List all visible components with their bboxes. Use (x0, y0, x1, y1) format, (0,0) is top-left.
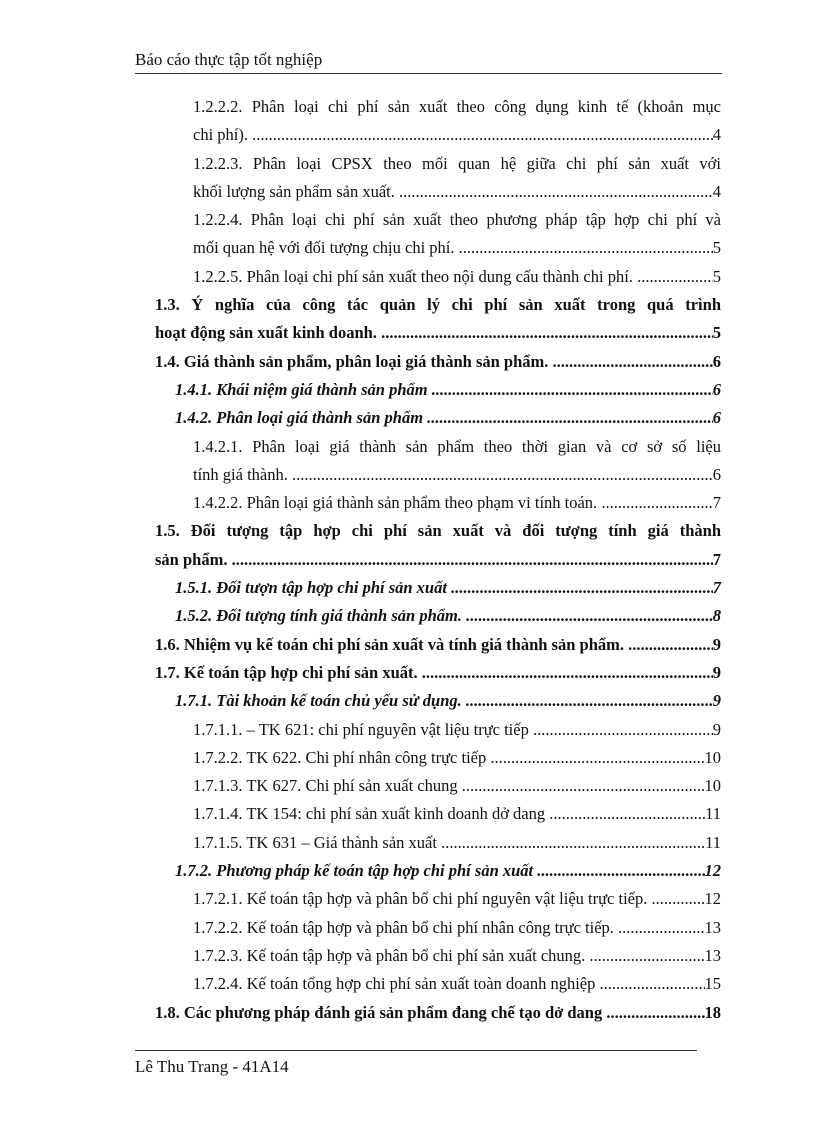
toc-entry-text: 1.7.2.2. Kế toán tập hợp và phân bổ chi phí nhân công trực tiếp. ..... (193, 914, 705, 942)
toc-page-number: 4 (712, 181, 721, 201)
toc-entry[interactable] (155, 829, 721, 857)
toc-entry-text: 1.7.2.2. TK 622. Chi phí nhân công trực tiếp ..... (193, 744, 705, 772)
table-of-contents (155, 93, 721, 1027)
toc-entry[interactable] (155, 602, 721, 630)
toc-page-number: 9 (712, 691, 721, 711)
toc-page-number: 18 (704, 1002, 721, 1022)
toc-page-number: 12 (704, 889, 721, 909)
toc-entry-text: 1.2.2.5. Phân loại chi phí sản xuất theo nội dung cấu thành chi phí. ..... (193, 263, 713, 291)
toc-entry[interactable] (155, 263, 721, 291)
toc-entry-text: 1.4.1. Khái niệm giá thành sản phẩm ..... (175, 376, 713, 404)
toc-page-number: 6 (712, 464, 721, 484)
toc-page-number: 5 (712, 266, 721, 286)
toc-page-number: 7 (712, 549, 721, 569)
running-footer: Lê Thu Trang - 41A14 (135, 1057, 289, 1076)
toc-page-number: 11 (705, 804, 721, 824)
toc-page-number: 8 (712, 606, 721, 626)
toc-entry[interactable] (155, 517, 721, 574)
toc-page-number: 6 (712, 351, 721, 371)
toc-entry-text: 1.2.2.4. Phân loại chi phí sản xuất theo phương pháp tập hợp chi phí và (193, 210, 721, 230)
toc-entry-text: 1.8. Các phương pháp đánh giá sản phẩm đang chế tạo dở dang ..... (155, 999, 705, 1027)
toc-entry-text: 1.7. Kế toán tập hợp chi phí sản xuất. ..... (155, 659, 713, 687)
toc-page-number: 9 (712, 634, 721, 654)
toc-entry[interactable] (155, 433, 721, 490)
toc-page-number: 9 (712, 662, 721, 682)
toc-entry-text: 1.7.1.3. TK 627. Chi phí sản xuất chung ..... (193, 772, 705, 800)
toc-page-number: 15 (704, 974, 721, 994)
toc-page-number: 6 (712, 379, 721, 399)
toc-page-number: 4 (712, 125, 721, 145)
toc-page-number: 12 (704, 861, 721, 881)
toc-entry[interactable] (155, 857, 721, 885)
toc-entry-text: 1.2.2.3. Phân loại CPSX theo mối quan hệ giữa chi phí sản xuất với (193, 153, 721, 173)
running-header: Báo cáo thực tập tốt nghiệp (135, 48, 722, 74)
toc-entry[interactable] (155, 206, 721, 263)
toc-entry[interactable] (155, 631, 721, 659)
toc-page-number: 9 (712, 719, 721, 739)
toc-entry[interactable] (155, 942, 721, 970)
toc-entry-text: 1.2.2.2. Phân loại chi phí sản xuất theo công dụng kinh tế (khoản mục (193, 97, 721, 116)
toc-entry-text: chi phí). ..... (193, 121, 713, 149)
toc-page-number: 5 (712, 323, 721, 343)
toc-entry-text: 1.7.1. Tài khoản kế toán chủ yếu sử dụng. ..... (175, 687, 713, 715)
toc-entry[interactable] (155, 574, 721, 602)
toc-page-number: 10 (704, 747, 721, 767)
toc-entry-text: khối lượng sản phẩm sản xuất. ..... (193, 178, 713, 206)
toc-entry[interactable] (155, 800, 721, 828)
toc-entry[interactable] (155, 999, 721, 1027)
toc-entry[interactable] (155, 659, 721, 687)
toc-entry-text: 1.7.1.1. – TK 621: chi phí nguyên vật liệu trực tiếp ..... (193, 716, 713, 744)
toc-page-number: 13 (704, 917, 721, 937)
toc-entry-text: 1.7.2. Phương pháp kế toán tập hợp chi phí sản xuất ..... (175, 857, 705, 885)
footer-divider (135, 1050, 697, 1051)
toc-entry[interactable] (155, 291, 721, 348)
toc-entry-text: 1.4.2.2. Phân loại giá thành sản phẩm theo phạm vi tính toán. ..... (193, 489, 713, 517)
toc-entry-text: mối quan hệ với đối tượng chịu chi phí. ..... (193, 234, 713, 262)
toc-page-number: 10 (704, 776, 721, 796)
toc-entry-text: tính giá thành. ..... (193, 461, 713, 489)
toc-page-number: 5 (712, 238, 721, 258)
toc-entry[interactable] (155, 687, 721, 715)
toc-page-number: 6 (712, 408, 721, 428)
toc-page-number: 11 (705, 832, 721, 852)
toc-entry-text: 1.4. Giá thành sản phẩm, phân loại giá thành sản phẩm. ..... (155, 348, 713, 376)
toc-entry-text: 1.4.2. Phân loại giá thành sản phẩm ..... (175, 404, 713, 432)
toc-entry-text: 1.7.2.4. Kế toán tổng hợp chi phí sản xuất toàn doanh nghiệp ..... (193, 970, 705, 998)
toc-entry[interactable] (155, 404, 721, 432)
toc-entry[interactable] (155, 348, 721, 376)
toc-entry-text: 1.7.1.5. TK 631 – Giá thành sản xuất ..... (193, 829, 705, 857)
toc-entry[interactable] (155, 489, 721, 517)
toc-entry-text: 1.7.2.3. Kế toán tập hợp và phân bổ chi phí sản xuất chung. ..... (193, 942, 705, 970)
toc-entry[interactable] (155, 772, 721, 800)
toc-entry-text: 1.7.1.4. TK 154: chi phí sản xuất kinh doanh dở dang ..... (193, 800, 705, 828)
toc-entry-text: 1.5.1. Đối tượn tập hợp chi phí sản xuất ..... (175, 574, 713, 602)
toc-entry[interactable] (155, 914, 721, 942)
toc-entry[interactable] (155, 885, 721, 913)
toc-entry[interactable] (155, 744, 721, 772)
toc-entry[interactable] (155, 93, 721, 150)
toc-entry-text: sản phẩm. ..... (155, 546, 713, 574)
toc-page-number: 7 (712, 493, 721, 513)
toc-entry-text: 1.6. Nhiệm vụ kế toán chi phí sản xuất và tính giá thành sản phẩm. ..... (155, 631, 713, 659)
toc-entry-text: 1.4.2.1. Phân loại giá thành sản phẩm theo thời gian và cơ sở số liệu (193, 436, 721, 456)
toc-page-number: 7 (712, 578, 721, 598)
toc-entry[interactable] (155, 716, 721, 744)
toc-entry-text: 1.5.2. Đối tượng tính giá thành sản phẩm. ..... (175, 602, 713, 630)
toc-entry-text: 1.7.2.1. Kế toán tập hợp và phân bổ chi phí nguyên vật liệu trực tiếp. ..... (193, 885, 705, 913)
toc-entry-text: 1.5. Đối tượng tập hợp chi phí sản xuất và đối tượng tính giá thành (155, 521, 721, 541)
toc-entry[interactable] (155, 376, 721, 404)
toc-entry-text: 1.3. Ý nghĩa của công tác quản lý chi phí sản xuất trong quá trình (155, 295, 721, 315)
toc-page-number: 13 (704, 945, 721, 965)
toc-entry-text: hoạt động sản xuất kinh doanh. ..... (155, 319, 713, 347)
toc-entry[interactable] (155, 150, 721, 207)
toc-entry[interactable] (155, 970, 721, 998)
